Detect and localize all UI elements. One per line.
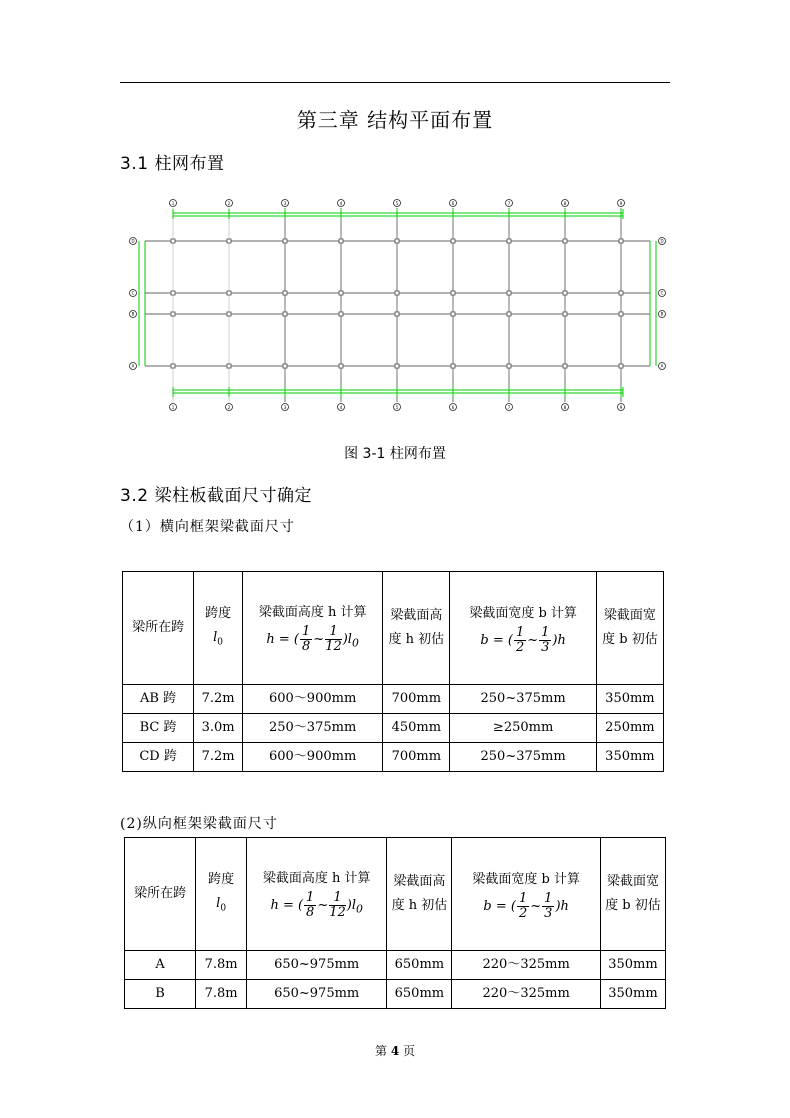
page-footer xyxy=(0,1042,790,1059)
column-marker xyxy=(395,239,399,243)
column-marker xyxy=(171,312,175,316)
table-row xyxy=(125,951,666,980)
header-span: 梁所在跨 xyxy=(123,572,194,685)
table-row xyxy=(123,685,664,714)
axis-label: 4 xyxy=(339,201,343,206)
column-marker xyxy=(227,312,231,316)
table-cell: 7.2m xyxy=(194,685,243,714)
header-b-calc: 梁截面宽度 b 计算 b = ( $\frac{1}{2}$ ~ $\frac{1}{3}$ )h xyxy=(450,572,596,685)
table-cell: 350mm xyxy=(596,743,663,772)
table2-caption: (2)纵向框架梁截面尺寸 xyxy=(120,816,278,832)
table-cell: 220～325mm xyxy=(452,951,600,980)
header-length: 跨度 $l_0$ xyxy=(196,838,247,951)
column-marker xyxy=(451,239,455,243)
column-marker xyxy=(619,239,623,243)
table-cell: 650mm xyxy=(387,951,452,980)
column-marker xyxy=(619,312,623,316)
header-b-init: 梁截面宽度 b 初估 xyxy=(600,838,665,951)
table-cell: AB 跨 xyxy=(123,685,194,714)
column-marker xyxy=(451,291,455,295)
table-cell: A xyxy=(125,951,196,980)
column-marker xyxy=(619,364,623,368)
table1-caption: （1）横向框架梁截面尺寸 xyxy=(120,519,295,535)
axis-label: 9 xyxy=(619,405,623,410)
header-rule xyxy=(120,82,670,83)
chapter-title: 第三章 结构平面布置 xyxy=(296,108,494,132)
column-marker xyxy=(339,239,343,243)
column-marker xyxy=(227,364,231,368)
axis-label: A xyxy=(131,363,135,369)
header-b-calc: 梁截面宽度 b 计算 b = ( $\frac{1}{2}$ ~ $\frac{1}{3}$ )h xyxy=(452,838,600,951)
table-cell: 7.8m xyxy=(196,980,247,1009)
column-marker xyxy=(563,312,567,316)
table-cell: 7.2m xyxy=(194,743,243,772)
dimension-lines xyxy=(139,209,656,397)
column-marker xyxy=(395,364,399,368)
header-b-init: 梁截面宽度 b 初估 xyxy=(596,572,663,685)
table-cell: B xyxy=(125,980,196,1009)
axis-label: 3 xyxy=(283,405,287,410)
column-marker xyxy=(283,312,287,316)
h-formula: h = ( $\frac{1}{8}$ ~ $\frac{1}{12}$ )$l_0$ xyxy=(266,623,359,654)
table-header-row xyxy=(125,838,666,951)
table-cell: 700mm xyxy=(383,685,450,714)
table-cell: 220～325mm xyxy=(452,980,600,1009)
table-cell: 650~975mm xyxy=(247,951,387,980)
b-formula: b = ( $\frac{1}{2}$ ~ $\frac{1}{3}$ )h xyxy=(483,890,569,921)
axis-label: 1 xyxy=(171,201,175,206)
axis-label: 7 xyxy=(507,405,511,410)
axis-label: 8 xyxy=(563,201,567,206)
column-marker xyxy=(339,291,343,295)
column-marker xyxy=(563,364,567,368)
table-cell: 700mm xyxy=(383,743,450,772)
table-cell: 650mm xyxy=(387,980,452,1009)
column-marker xyxy=(171,239,175,243)
table-cell: BC 跨 xyxy=(123,714,194,743)
axis-label: B xyxy=(660,311,664,317)
axis-label: 5 xyxy=(395,201,399,206)
section-3-2-title: 3.2 梁柱板截面尺寸确定 xyxy=(120,486,312,506)
header-span: 梁所在跨 xyxy=(125,838,196,951)
column-marker xyxy=(563,239,567,243)
footer-prefix: 第 xyxy=(374,1044,387,1058)
table-cell: 450mm xyxy=(383,714,450,743)
table-row xyxy=(123,714,664,743)
axis-labels xyxy=(130,200,666,411)
column-marker xyxy=(619,291,623,295)
table-cell: 250~375mm xyxy=(450,685,596,714)
header-h-init: 梁截面高度 h 初估 xyxy=(387,838,452,951)
axis-label: B xyxy=(131,311,135,317)
table-cell: 650~975mm xyxy=(247,980,387,1009)
axis-label: D xyxy=(660,238,664,244)
column-marker xyxy=(339,364,343,368)
axis-label: 7 xyxy=(507,201,511,206)
column-marker xyxy=(563,291,567,295)
column-marker xyxy=(283,291,287,295)
axis-label: D xyxy=(131,238,135,244)
column-marker xyxy=(507,312,511,316)
header-h-calc: 梁截面高度 h 计算 h = ( $\frac{1}{8}$ ~ $\frac{1}{12}$ )$l_0$ xyxy=(242,572,382,685)
b-formula: b = ( $\frac{1}{2}$ ~ $\frac{1}{3}$ )h xyxy=(480,624,566,655)
axis-label: 8 xyxy=(563,405,567,410)
footer-suffix: 页 xyxy=(403,1044,416,1058)
table-cell: 250～375mm xyxy=(242,714,382,743)
axis-label: A xyxy=(660,363,664,369)
axis-label: 2 xyxy=(227,405,231,410)
axis-label: C xyxy=(131,290,135,296)
table-cell: 600～900mm xyxy=(242,743,382,772)
axis-label: 3 xyxy=(283,201,287,206)
table-row xyxy=(125,980,666,1009)
table-cell: ≥250mm xyxy=(450,714,596,743)
axis-label: 4 xyxy=(339,405,343,410)
table-cell: 7.8m xyxy=(196,951,247,980)
column-marker xyxy=(507,239,511,243)
axis-label: 9 xyxy=(619,201,623,206)
column-marker xyxy=(171,364,175,368)
table-cell: CD 跨 xyxy=(123,743,194,772)
column-grid-plan xyxy=(125,193,670,413)
axis-label: 1 xyxy=(171,405,175,410)
column-marker xyxy=(339,312,343,316)
axis-label: 6 xyxy=(451,405,455,410)
page-number: 4 xyxy=(390,1044,400,1058)
column-marker xyxy=(451,312,455,316)
column-marker xyxy=(451,364,455,368)
table-row xyxy=(123,743,664,772)
column-marker xyxy=(171,291,175,295)
section-3-1-title: 3.1 柱网布置 xyxy=(120,154,225,174)
axis-label: C xyxy=(660,290,664,296)
table-header-row xyxy=(123,572,664,685)
axis-label: 2 xyxy=(227,201,231,206)
axis-label: 6 xyxy=(451,201,455,206)
axis-label: 5 xyxy=(395,405,399,410)
table-cell: 600～900mm xyxy=(242,685,382,714)
table-cell: 3.0m xyxy=(194,714,243,743)
figure-caption: 图 3-1 柱网布置 xyxy=(344,446,446,462)
transverse-beam-table xyxy=(122,571,664,772)
header-h-init: 梁截面高度 h 初估 xyxy=(383,572,450,685)
column-marker xyxy=(283,239,287,243)
h-formula: h = ( $\frac{1}{8}$ ~ $\frac{1}{12}$ )$l_0$ xyxy=(270,889,363,920)
longitudinal-beam-table xyxy=(124,837,666,1009)
table-cell: 250~375mm xyxy=(450,743,596,772)
grid-lines xyxy=(145,208,650,402)
table-cell: 350mm xyxy=(596,685,663,714)
header-length: 跨度 $l_0$ xyxy=(194,572,243,685)
column-marker xyxy=(395,291,399,295)
column-marker xyxy=(395,312,399,316)
table-cell: 350mm xyxy=(600,980,665,1009)
column-marker xyxy=(507,364,511,368)
column-marker xyxy=(227,291,231,295)
header-h-calc: 梁截面高度 h 计算 h = ( $\frac{1}{8}$ ~ $\frac{1}{12}$ )$l_0$ xyxy=(247,838,387,951)
column-marker xyxy=(507,291,511,295)
column-marker xyxy=(227,239,231,243)
table-cell: 350mm xyxy=(600,951,665,980)
table-cell: 250mm xyxy=(596,714,663,743)
column-marker xyxy=(283,364,287,368)
